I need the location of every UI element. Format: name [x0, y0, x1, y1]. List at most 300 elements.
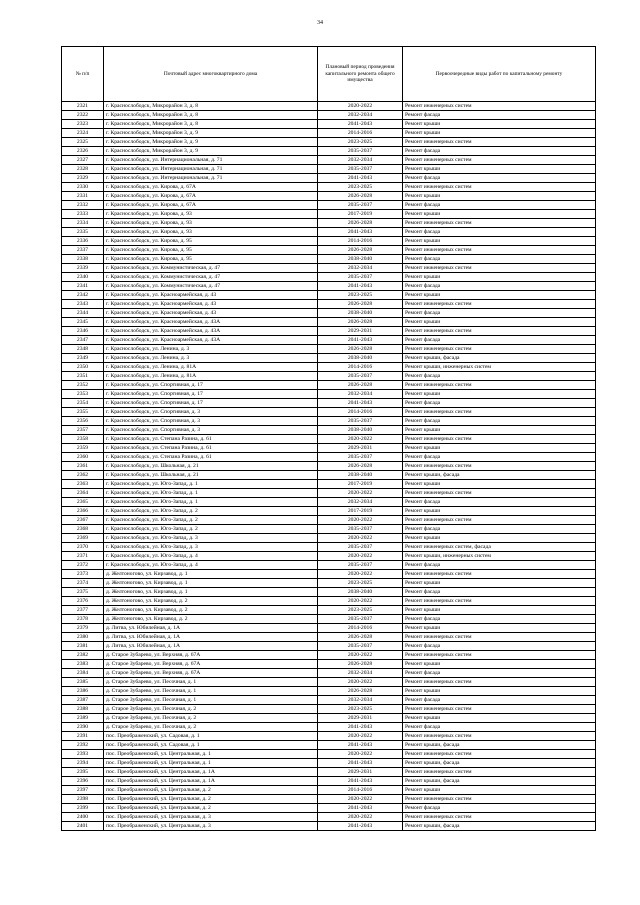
- table-row: [62, 660, 596, 669]
- period-cell: 2035-2037: [318, 372, 403, 381]
- works-cell: Ремонт инженерных систем: [403, 408, 596, 417]
- row-number-cell: 2345: [62, 318, 104, 327]
- table-row: [62, 606, 596, 615]
- table-row: [62, 264, 596, 273]
- period-cell: 2026-2028: [318, 660, 403, 669]
- period-cell: 2029-2031: [318, 327, 403, 336]
- period-cell: 2020-2022: [318, 813, 403, 822]
- address-cell: г. Краснослободск, ул. Юго-Запад, д. 4: [104, 561, 318, 570]
- address-cell: д. Желтоногово, ул. Кирзавод, д. 1: [104, 588, 318, 597]
- row-number-cell: 2326: [62, 147, 104, 156]
- table-row: [62, 138, 596, 147]
- row-number-cell: 2360: [62, 453, 104, 462]
- address-cell: г. Краснослободск, ул. Кирова, д. 93: [104, 219, 318, 228]
- period-cell: 2035-2037: [318, 273, 403, 282]
- table-row: [62, 435, 596, 444]
- works-cell: Ремонт инженерных систем: [403, 813, 596, 822]
- table-row: [62, 390, 596, 399]
- table-row: [62, 408, 596, 417]
- row-number-cell: 2369: [62, 534, 104, 543]
- works-cell: Ремонт фасада: [403, 804, 596, 813]
- row-number-cell: 2347: [62, 336, 104, 345]
- table-row: [62, 813, 596, 822]
- works-cell: Ремонт фасада: [403, 525, 596, 534]
- table-row: [62, 192, 596, 201]
- period-cell: 2041-2043: [318, 804, 403, 813]
- address-cell: г. Краснослободск, ул. Ленина, д. 81А: [104, 372, 318, 381]
- address-cell: г. Краснослободск, Микрорайон 3, д. 8: [104, 111, 318, 120]
- works-cell: Ремонт крыши: [403, 390, 596, 399]
- table-row: [62, 489, 596, 498]
- works-cell: Ремонт фасада: [403, 201, 596, 210]
- period-cell: 2041-2043: [318, 228, 403, 237]
- row-number-cell: 2363: [62, 480, 104, 489]
- row-number-cell: 2334: [62, 219, 104, 228]
- works-cell: Ремонт крыши: [403, 192, 596, 201]
- period-cell: 2038-2040: [318, 471, 403, 480]
- table-row: [62, 471, 596, 480]
- address-cell: д. Старое Зубарево, ул. Песочная, д. 1: [104, 678, 318, 687]
- address-cell: г. Краснослободск, ул. Спортивная, д. 3: [104, 426, 318, 435]
- address-cell: г. Краснослободск, ул. Школьная, д. 21: [104, 462, 318, 471]
- table-row: [62, 525, 596, 534]
- table-row: [62, 426, 596, 435]
- row-number-cell: 2340: [62, 273, 104, 282]
- header-address: Почтовый адрес многоквартирного дома: [104, 47, 318, 102]
- table-row: [62, 444, 596, 453]
- table-row: [62, 507, 596, 516]
- period-cell: 2035-2037: [318, 615, 403, 624]
- address-cell: г. Краснослободск, ул. Красноармейская, д. 43: [104, 309, 318, 318]
- period-cell: 2017-2019: [318, 210, 403, 219]
- row-number-cell: 2342: [62, 291, 104, 300]
- address-cell: г. Краснослободск, ул. Юго-Запад, д. 1: [104, 480, 318, 489]
- table-row: [62, 480, 596, 489]
- row-number-cell: 2400: [62, 813, 104, 822]
- address-cell: д. Старое Зубарево, ул. Песочная, д. 2: [104, 705, 318, 714]
- period-cell: 2038-2040: [318, 354, 403, 363]
- address-cell: г. Краснослободск, ул. Кирова, д. 95: [104, 255, 318, 264]
- works-cell: Ремонт инженерных систем: [403, 156, 596, 165]
- row-number-cell: 2329: [62, 174, 104, 183]
- header-works: Первоочередные виды работ по капитальному ремонту: [403, 47, 596, 102]
- row-number-cell: 2332: [62, 201, 104, 210]
- header-number: № п/п: [62, 47, 104, 102]
- address-cell: г. Краснослободск, ул. Красноармейская, д. 43А: [104, 327, 318, 336]
- table-row: [62, 129, 596, 138]
- works-cell: Ремонт фасада: [403, 228, 596, 237]
- address-cell: пос. Преображенский, ул. Центральная, д. 1А: [104, 777, 318, 786]
- works-cell: Ремонт инженерных систем: [403, 768, 596, 777]
- works-cell: Ремонт инженерных систем: [403, 732, 596, 741]
- address-cell: г. Краснослободск, ул. Юго-Запад, д. 2: [104, 525, 318, 534]
- row-number-cell: 2397: [62, 786, 104, 795]
- period-cell: 2029-2031: [318, 714, 403, 723]
- row-number-cell: 2393: [62, 750, 104, 759]
- address-cell: г. Краснослободск, ул. Степана Разина, д. 61: [104, 444, 318, 453]
- period-cell: 2020-2022: [318, 750, 403, 759]
- table-row: [62, 174, 596, 183]
- works-cell: Ремонт крыши: [403, 129, 596, 138]
- address-cell: г. Краснослободск, Микрорайон 3, д. 9: [104, 138, 318, 147]
- period-cell: 2041-2043: [318, 336, 403, 345]
- row-number-cell: 2350: [62, 363, 104, 372]
- period-cell: 2020-2022: [318, 534, 403, 543]
- table-row: [62, 219, 596, 228]
- table-row: [62, 687, 596, 696]
- table-row: [62, 336, 596, 345]
- address-cell: г. Краснослободск, ул. Юго-Запад, д. 4: [104, 552, 318, 561]
- works-cell: Ремонт крыши: [403, 507, 596, 516]
- address-cell: г. Краснослободск, ул. Кирова, д. 67А: [104, 192, 318, 201]
- address-cell: пос. Преображенский, ул. Центральная, д. 3: [104, 813, 318, 822]
- works-cell: Ремонт фасада: [403, 498, 596, 507]
- period-cell: 2014-2016: [318, 363, 403, 372]
- table-row: [62, 759, 596, 768]
- row-number-cell: 2324: [62, 129, 104, 138]
- works-cell: Ремонт инженерных систем: [403, 489, 596, 498]
- table-row: [62, 228, 596, 237]
- works-cell: Ремонт крыши: [403, 624, 596, 633]
- table-row: [62, 120, 596, 129]
- row-number-cell: 2378: [62, 615, 104, 624]
- works-cell: Ремонт фасада: [403, 561, 596, 570]
- address-cell: г. Краснослободск, ул. Спортивная, д. 17: [104, 381, 318, 390]
- works-cell: Ремонт крыши: [403, 237, 596, 246]
- period-cell: 2014-2016: [318, 786, 403, 795]
- address-cell: г. Краснослободск, ул. Юго-Запад, д. 2: [104, 507, 318, 516]
- row-number-cell: 2391: [62, 732, 104, 741]
- row-number-cell: 2353: [62, 390, 104, 399]
- period-cell: 2014-2016: [318, 624, 403, 633]
- address-cell: г. Краснослободск, ул. Кирова, д. 67А: [104, 183, 318, 192]
- table-row: [62, 723, 596, 732]
- period-cell: 2035-2037: [318, 201, 403, 210]
- row-number-cell: 2330: [62, 183, 104, 192]
- address-cell: д. Желтоногово, ул. Кирзавод, д. 2: [104, 606, 318, 615]
- address-cell: г. Краснослободск, ул. Юго-Запад, д. 3: [104, 534, 318, 543]
- period-cell: 2041-2043: [318, 741, 403, 750]
- address-cell: д. Желтоногово, ул. Кирзавод, д. 2: [104, 597, 318, 606]
- period-cell: 2032-2034: [318, 390, 403, 399]
- works-cell: Ремонт фасада: [403, 336, 596, 345]
- table-row: [62, 561, 596, 570]
- address-cell: г. Краснослободск, ул. Красноармейская, д. 43: [104, 300, 318, 309]
- period-cell: 2026-2028: [318, 345, 403, 354]
- works-cell: Ремонт крыши: [403, 714, 596, 723]
- address-cell: г. Краснослободск, ул. Юго-Запад, д. 1: [104, 489, 318, 498]
- address-cell: д. Литва, ул. Юбилейная, д. 1А: [104, 633, 318, 642]
- period-cell: 2035-2037: [318, 417, 403, 426]
- period-cell: 2041-2043: [318, 777, 403, 786]
- period-cell: 2020-2022: [318, 516, 403, 525]
- period-cell: 2017-2019: [318, 507, 403, 516]
- period-cell: 2023-2025: [318, 183, 403, 192]
- address-cell: г. Краснослободск, Микрорайон 3, д. 9: [104, 129, 318, 138]
- period-cell: 2014-2016: [318, 237, 403, 246]
- period-cell: 2041-2043: [318, 822, 403, 831]
- table-row: [62, 633, 596, 642]
- period-cell: 2035-2037: [318, 642, 403, 651]
- row-number-cell: 2386: [62, 687, 104, 696]
- table-row: [62, 579, 596, 588]
- table-row: [62, 453, 596, 462]
- address-cell: д. Желтоногово, ул. Кирзавод, д. 2: [104, 615, 318, 624]
- header-period: Плановый период проведения капитального ремонта общего имущества: [318, 47, 403, 102]
- works-cell: Ремонт фасада: [403, 255, 596, 264]
- row-number-cell: 2333: [62, 210, 104, 219]
- address-cell: д. Старое Зубарево, ул. Песочная, д. 1: [104, 696, 318, 705]
- works-cell: Ремонт инженерных систем: [403, 138, 596, 147]
- row-number-cell: 2328: [62, 165, 104, 174]
- table-row: [62, 786, 596, 795]
- works-cell: Ремонт крыши, фасада: [403, 354, 596, 363]
- table-row: [62, 624, 596, 633]
- address-cell: д. Старое Зубарево, ул. Песочная, д. 2: [104, 714, 318, 723]
- table-row: [62, 255, 596, 264]
- works-cell: Ремонт фасада: [403, 723, 596, 732]
- table-row: [62, 381, 596, 390]
- row-number-cell: 2401: [62, 822, 104, 831]
- period-cell: 2041-2043: [318, 723, 403, 732]
- row-number-cell: 2381: [62, 642, 104, 651]
- table-row: [62, 615, 596, 624]
- address-cell: г. Краснослободск, ул. Кирова, д. 93: [104, 228, 318, 237]
- works-cell: Ремонт крыши: [403, 687, 596, 696]
- row-number-cell: 2339: [62, 264, 104, 273]
- works-cell: Ремонт крыши: [403, 120, 596, 129]
- table-row: [62, 822, 596, 831]
- row-number-cell: 2375: [62, 588, 104, 597]
- works-cell: Ремонт крыши: [403, 426, 596, 435]
- address-cell: г. Краснослободск, ул. Ленина, д. 3: [104, 345, 318, 354]
- row-number-cell: 2385: [62, 678, 104, 687]
- works-cell: Ремонт крыши: [403, 318, 596, 327]
- works-cell: Ремонт фасада: [403, 147, 596, 156]
- period-cell: 2041-2043: [318, 759, 403, 768]
- works-cell: Ремонт фасада: [403, 669, 596, 678]
- works-cell: Ремонт инженерных систем: [403, 345, 596, 354]
- period-cell: 2029-2031: [318, 768, 403, 777]
- works-cell: Ремонт инженерных систем: [403, 102, 596, 111]
- works-cell: Ремонт инженерных систем: [403, 678, 596, 687]
- table-row: [62, 768, 596, 777]
- works-cell: Ремонт инженерных систем: [403, 633, 596, 642]
- period-cell: 2041-2043: [318, 174, 403, 183]
- table-body: [62, 102, 596, 831]
- row-number-cell: 2335: [62, 228, 104, 237]
- table-row: [62, 552, 596, 561]
- row-number-cell: 2382: [62, 651, 104, 660]
- address-cell: г. Краснослободск, ул. Юго-Запад, д. 2: [104, 516, 318, 525]
- address-cell: г. Краснослободск, ул. Кирова, д. 95: [104, 246, 318, 255]
- period-cell: 2026-2028: [318, 462, 403, 471]
- table-row: [62, 795, 596, 804]
- row-number-cell: 2388: [62, 705, 104, 714]
- row-number-cell: 2368: [62, 525, 104, 534]
- period-cell: 2020-2022: [318, 597, 403, 606]
- period-cell: 2026-2028: [318, 219, 403, 228]
- row-number-cell: 2366: [62, 507, 104, 516]
- works-cell: Ремонт фасада: [403, 399, 596, 408]
- table-row: [62, 273, 596, 282]
- table-row: [62, 570, 596, 579]
- period-cell: 2020-2022: [318, 795, 403, 804]
- address-cell: д. Старое Зубарево, ул. Верхняя, д. 67А: [104, 669, 318, 678]
- works-cell: Ремонт крыши: [403, 210, 596, 219]
- row-number-cell: 2321: [62, 102, 104, 111]
- row-number-cell: 2370: [62, 543, 104, 552]
- works-cell: Ремонт крыши, фасада: [403, 759, 596, 768]
- address-cell: пос. Преображенский, ул. Центральная, д. 1А: [104, 768, 318, 777]
- works-cell: Ремонт крыши: [403, 606, 596, 615]
- row-number-cell: 2364: [62, 489, 104, 498]
- table-row: [62, 246, 596, 255]
- works-cell: Ремонт фасада: [403, 417, 596, 426]
- period-cell: 2026-2028: [318, 633, 403, 642]
- address-cell: г. Краснослободск, ул. Коммунистическая, д. 47: [104, 282, 318, 291]
- address-cell: г. Краснослободск, ул. Спортивная, д. 17: [104, 399, 318, 408]
- row-number-cell: 2358: [62, 435, 104, 444]
- address-cell: д. Старое Зубарево, ул. Песочная, д. 1: [104, 687, 318, 696]
- address-cell: г. Краснослободск, ул. Интернациональная, д. 71: [104, 174, 318, 183]
- works-cell: Ремонт крыши, фасада: [403, 741, 596, 750]
- row-number-cell: 2344: [62, 309, 104, 318]
- works-cell: Ремонт крыши: [403, 165, 596, 174]
- row-number-cell: 2336: [62, 237, 104, 246]
- works-cell: Ремонт фасада: [403, 174, 596, 183]
- address-cell: г. Краснослободск, Микрорайон 3, д. 8: [104, 102, 318, 111]
- table-row: [62, 291, 596, 300]
- table-row: [62, 669, 596, 678]
- table-header-row: [62, 47, 596, 102]
- table-row: [62, 678, 596, 687]
- address-cell: г. Краснослободск, ул. Интернациональная, д. 71: [104, 156, 318, 165]
- period-cell: 2020-2022: [318, 489, 403, 498]
- table-row: [62, 282, 596, 291]
- table-row: [62, 516, 596, 525]
- address-cell: г. Краснослободск, ул. Юго-Запад, д. 3: [104, 543, 318, 552]
- table-row: [62, 417, 596, 426]
- period-cell: 2041-2043: [318, 120, 403, 129]
- row-number-cell: 2387: [62, 696, 104, 705]
- row-number-cell: 2354: [62, 399, 104, 408]
- row-number-cell: 2357: [62, 426, 104, 435]
- row-number-cell: 2351: [62, 372, 104, 381]
- period-cell: 2035-2037: [318, 165, 403, 174]
- row-number-cell: 2396: [62, 777, 104, 786]
- table-row: [62, 354, 596, 363]
- row-number-cell: 2325: [62, 138, 104, 147]
- address-cell: г. Краснослободск, ул. Школьная, д. 21: [104, 471, 318, 480]
- period-cell: 2020-2022: [318, 570, 403, 579]
- address-cell: д. Литва, ул. Юбилейная, д. 1А: [104, 642, 318, 651]
- table-row: [62, 597, 596, 606]
- row-number-cell: 2374: [62, 579, 104, 588]
- address-cell: г. Краснослободск, ул. Спортивная, д. 17: [104, 390, 318, 399]
- period-cell: 2017-2019: [318, 480, 403, 489]
- period-cell: 2026-2028: [318, 381, 403, 390]
- works-cell: Ремонт крыши, инженерных систем: [403, 363, 596, 372]
- row-number-cell: 2327: [62, 156, 104, 165]
- period-cell: 2026-2028: [318, 300, 403, 309]
- address-cell: г. Краснослободск, ул. Красноармейская, д. 43А: [104, 318, 318, 327]
- period-cell: 2035-2037: [318, 543, 403, 552]
- table-row: [62, 156, 596, 165]
- period-cell: 2023-2025: [318, 291, 403, 300]
- works-cell: Ремонт крыши: [403, 660, 596, 669]
- works-cell: Ремонт фасада: [403, 309, 596, 318]
- period-cell: 2014-2016: [318, 129, 403, 138]
- address-cell: г. Краснослободск, ул. Кирова, д. 93: [104, 210, 318, 219]
- period-cell: 2032-2034: [318, 111, 403, 120]
- period-cell: 2023-2025: [318, 606, 403, 615]
- address-cell: пос. Преображенский, ул. Центральная, д. 2: [104, 795, 318, 804]
- row-number-cell: 2372: [62, 561, 104, 570]
- address-cell: г. Краснослободск, ул. Красноармейская, д. 43А: [104, 336, 318, 345]
- row-number-cell: 2322: [62, 111, 104, 120]
- row-number-cell: 2352: [62, 381, 104, 390]
- table-row: [62, 750, 596, 759]
- address-cell: г. Краснослободск, Микрорайон 3, д. 9: [104, 147, 318, 156]
- works-cell: Ремонт фасада: [403, 696, 596, 705]
- table-row: [62, 147, 596, 156]
- address-cell: г. Краснослободск, ул. Степана Разина, д. 61: [104, 453, 318, 462]
- period-cell: 2032-2034: [318, 696, 403, 705]
- address-cell: пос. Преображенский, ул. Центральная, д. 1: [104, 750, 318, 759]
- table-row: [62, 498, 596, 507]
- address-cell: г. Краснослободск, ул. Коммунистическая, д. 47: [104, 273, 318, 282]
- table-row: [62, 363, 596, 372]
- works-cell: Ремонт крыши: [403, 444, 596, 453]
- works-cell: Ремонт инженерных систем: [403, 651, 596, 660]
- period-cell: 2020-2022: [318, 651, 403, 660]
- address-cell: г. Краснослободск, ул. Кирова, д. 67А: [104, 201, 318, 210]
- address-cell: г. Краснослободск, ул. Красноармейская, д. 43: [104, 291, 318, 300]
- row-number-cell: 2371: [62, 552, 104, 561]
- row-number-cell: 2389: [62, 714, 104, 723]
- row-number-cell: 2390: [62, 723, 104, 732]
- table-row: [62, 201, 596, 210]
- period-cell: 2020-2022: [318, 732, 403, 741]
- address-cell: г. Краснослободск, ул. Коммунистическая, д. 47: [104, 264, 318, 273]
- table-row: [62, 318, 596, 327]
- row-number-cell: 2367: [62, 516, 104, 525]
- table-row: [62, 309, 596, 318]
- address-cell: г. Краснослободск, ул. Ленина, д. 81А: [104, 363, 318, 372]
- table-row: [62, 741, 596, 750]
- works-cell: Ремонт крыши: [403, 291, 596, 300]
- address-cell: г. Краснослободск, ул. Ленина, д. 3: [104, 354, 318, 363]
- address-cell: г. Краснослободск, ул. Интернациональная, д. 71: [104, 165, 318, 174]
- row-number-cell: 2365: [62, 498, 104, 507]
- works-cell: Ремонт фасада: [403, 588, 596, 597]
- period-cell: 2038-2040: [318, 426, 403, 435]
- table-row: [62, 534, 596, 543]
- row-number-cell: 2361: [62, 462, 104, 471]
- period-cell: 2035-2037: [318, 525, 403, 534]
- table-row: [62, 300, 596, 309]
- works-cell: Ремонт инженерных систем: [403, 795, 596, 804]
- works-cell: Ремонт инженерных систем: [403, 219, 596, 228]
- period-cell: 2014-2016: [318, 408, 403, 417]
- table-row: [62, 102, 596, 111]
- repair-schedule-table: [61, 46, 596, 831]
- row-number-cell: 2337: [62, 246, 104, 255]
- works-cell: Ремонт крыши, фасада: [403, 822, 596, 831]
- table-row: [62, 732, 596, 741]
- works-cell: Ремонт фасада: [403, 372, 596, 381]
